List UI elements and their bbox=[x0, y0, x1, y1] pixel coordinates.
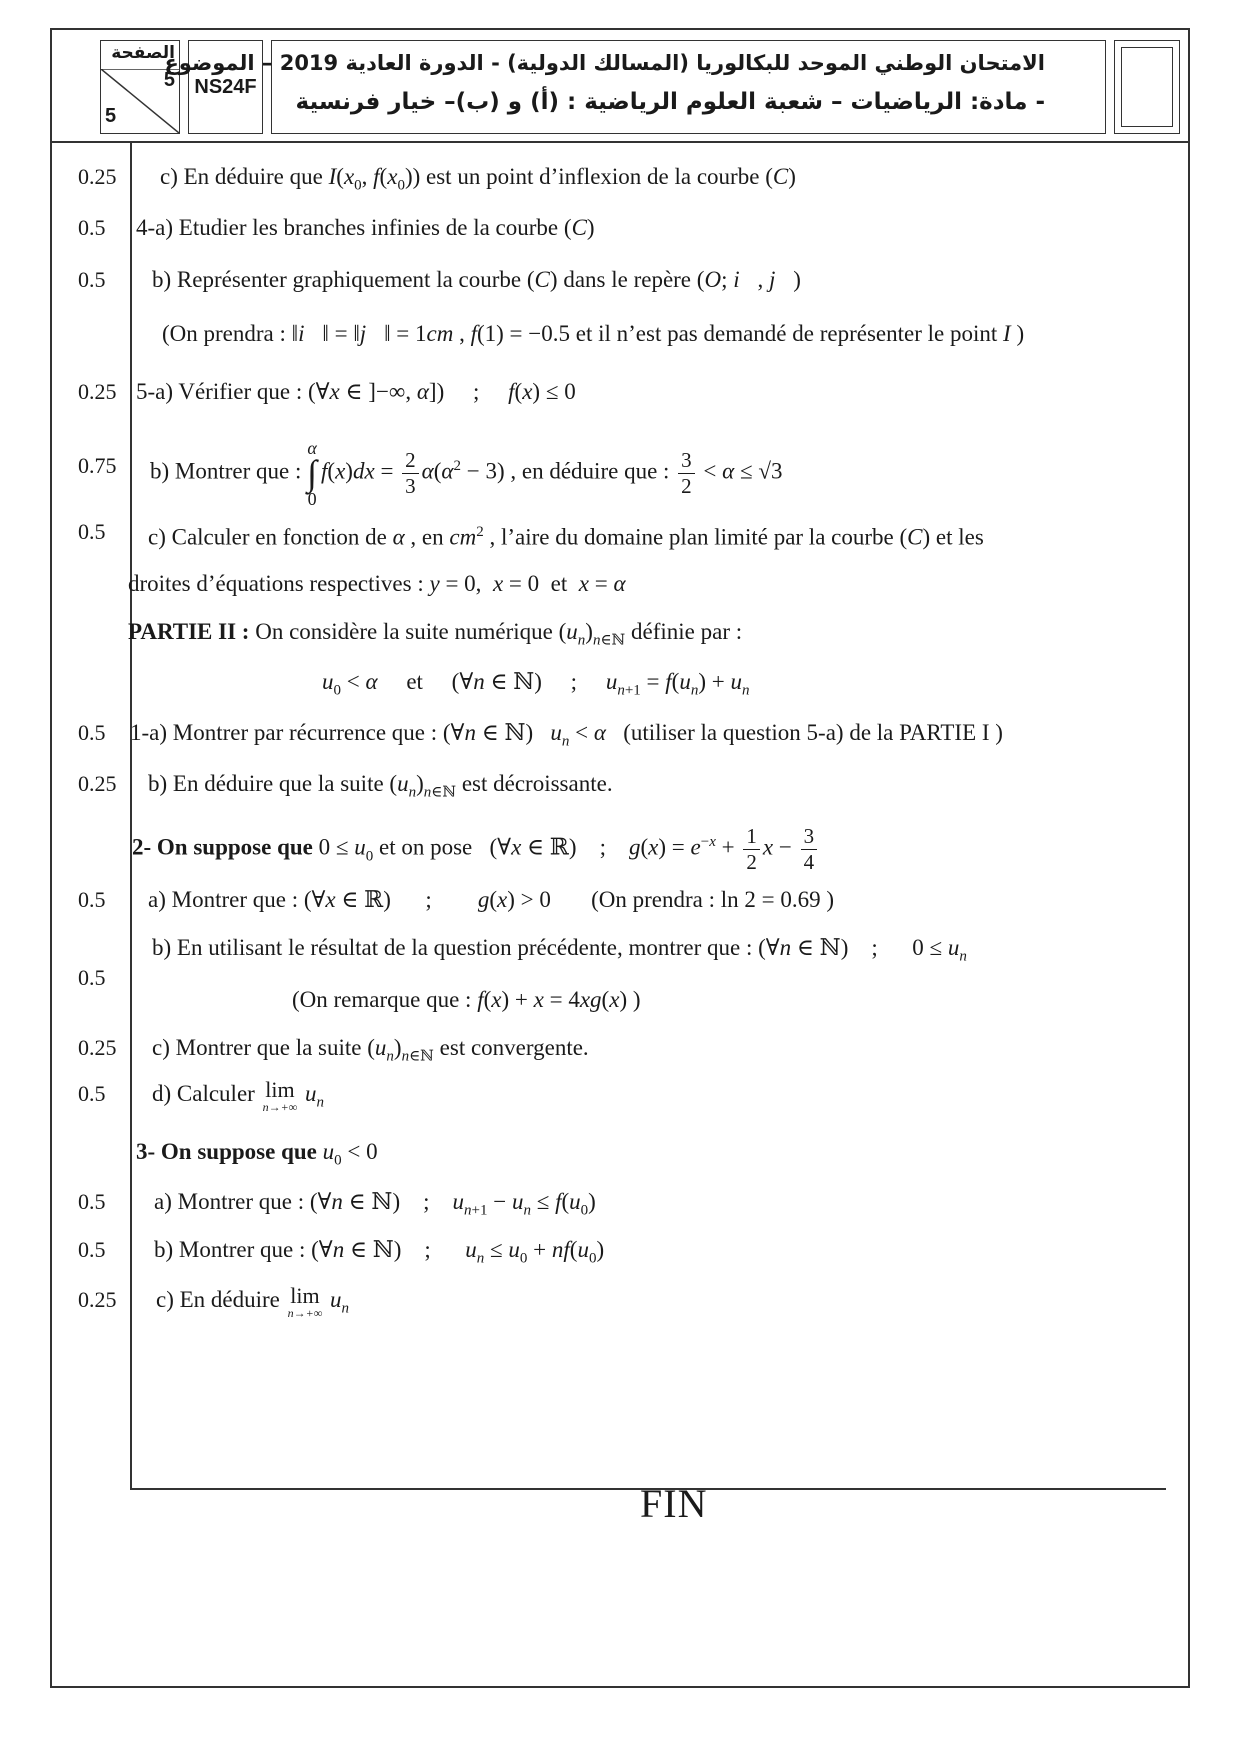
page-current: 5 bbox=[163, 69, 175, 91]
question-5a: 0.25 5-a) Vérifier que : (∀x ∈ ]−∞, α]) ; f(x) ≤ 0 bbox=[60, 370, 1180, 414]
points: 0.25 bbox=[78, 164, 117, 189]
points: 0.25 bbox=[78, 1035, 117, 1060]
question-text: (utiliser la question 5-a) de la PARTIE I ) bbox=[623, 720, 1003, 745]
question-text: et les bbox=[935, 524, 984, 550]
question-p2b-note: (On remarque que : f(x) + x = 4xg(x) ) bbox=[292, 987, 641, 1012]
sequence-definition: $u_0 < \alpha$ et (∀n ∈ ℕ) ; $u_{n+1} = f(u_n) + u_n$ bbox=[322, 669, 750, 699]
question-4a: 0.5 4-a) Etudier les branches infinies de la courbe (C) bbox=[60, 206, 1180, 250]
question-5b: 0.75 b) Montrer que : α ∫ 0 f(x)dx = $\frac{2}{3}$ $\alpha(\alpha^2 - 3)$ , en déduire que : $\frac{3}{2}$ < α ≤ √3 bbox=[60, 436, 1180, 496]
question-text: définie par : bbox=[631, 619, 743, 644]
question-text: a) Montrer que : bbox=[148, 887, 299, 912]
question-3c: 0.25 c) En déduire que $I(x_0$, $f(x_0)$) est un point d’inflexion de la courbe (C) bbox=[60, 155, 1180, 199]
section-title: 3- On suppose que bbox=[136, 1139, 317, 1164]
exam-title-line2: - مادة: الرياضيات – شعبة العلوم الرياضية : (أ) و (ب)– خيار فرنسية bbox=[295, 89, 1045, 115]
question-text: On considère la suite numérique bbox=[255, 619, 553, 644]
question-text: b) Représenter graphiquement la courbe bbox=[152, 267, 522, 292]
question-text: c) En déduire bbox=[156, 1287, 280, 1312]
points: 0.5 bbox=[78, 215, 106, 240]
points: 0.5 bbox=[78, 887, 106, 912]
page-label: الصفحة bbox=[111, 43, 175, 63]
question-5c: 0.5 c) Calculer en fonction de α , en $cm^2$ , l’aire du domaine plan limité par la courbe (C) et les bbox=[60, 510, 1180, 554]
question-text: a) Montrer que : bbox=[154, 1189, 305, 1214]
section-title: 2- On suppose que bbox=[132, 834, 313, 860]
question-text: 1-a) Montrer par récurrence que : bbox=[130, 720, 438, 745]
corner-box bbox=[1114, 40, 1180, 134]
question-text: b) En utilisant le résultat de la question précédente, montrer que : bbox=[152, 935, 753, 960]
question-5c-cont: droites d’équations respectives : y = 0, x = 0 et x = α bbox=[128, 571, 626, 596]
question-4b-note: (On prendra : ‖i⃗‖ = ‖j⃗‖ = 1cm , f(1) = −0.5 et il n’est pas demandé de représenter le point I ) bbox=[162, 321, 1025, 346]
question-4b: 0.5 b) Représenter graphiquement la courbe (C) dans le repère (O; i⃗, j⃗) bbox=[60, 258, 1180, 302]
question-text: droites d’équations respectives : bbox=[128, 571, 424, 596]
question-text: b) Montrer que : bbox=[150, 458, 302, 484]
end-marker: FIN bbox=[640, 1481, 708, 1526]
question-p2a: 0.5 a) Montrer que : (∀x ∈ ℝ) ; g(x) > 0 (On prendra : ln 2 = 0.69 ) bbox=[60, 878, 1180, 922]
question-text: b) Montrer que : bbox=[154, 1237, 306, 1262]
question-text: (On remarque que : bbox=[292, 987, 472, 1012]
points: 0.5 bbox=[78, 519, 106, 544]
points: 0.5 bbox=[78, 720, 106, 745]
page-total: 5 bbox=[105, 105, 117, 127]
question-text: 5-a) Vérifier que : bbox=[136, 379, 303, 404]
question-p2d: 0.5 d) Calculer lim n→+∞ $u_n$ bbox=[60, 1072, 1180, 1122]
question-text: est décroissante. bbox=[461, 771, 613, 796]
question-text: (On prendra : bbox=[162, 321, 286, 346]
question-p1a: 0.5 1-a) Montrer par récurrence que : (∀n ∈ ℕ) $u_n < \alpha$ (utiliser la question 5-a) de la PARTIE I ) bbox=[60, 711, 1180, 755]
question-text: c) Montrer que la suite bbox=[152, 1035, 362, 1060]
question-text: d) Calculer bbox=[152, 1081, 255, 1106]
exam-header bbox=[50, 28, 1190, 143]
question-text: et on pose bbox=[379, 834, 473, 860]
points: 0.5 bbox=[78, 965, 106, 990]
question-text: , en bbox=[410, 524, 444, 550]
question-p2c: 0.25 c) Montrer que la suite $(u_n)_{n\in ℕ}$ est convergente. bbox=[60, 1026, 1180, 1070]
question-text: est un point d’inflexion de la courbe bbox=[426, 164, 760, 189]
question-text: , en déduire que : bbox=[510, 458, 670, 484]
question-text: b) En déduire que la suite bbox=[148, 771, 384, 796]
question-p3: 3- On suppose que $u_0 < 0$ bbox=[136, 1139, 378, 1169]
subject-code: NS24F bbox=[188, 40, 263, 134]
points: 0.25 bbox=[78, 771, 117, 796]
question-text: (On prendra : bbox=[591, 887, 715, 912]
points: 0.25 bbox=[78, 379, 117, 404]
points: 0.25 bbox=[78, 1287, 117, 1312]
exam-title-line1: الامتحان الوطني الموحد للبكالوريا (المسالك الدولية) - الدورة العادية 2019 – الموضوع bbox=[164, 51, 1045, 75]
question-text: , l’aire du domaine plan limité par la courbe bbox=[489, 524, 894, 550]
question-p1b: 0.25 b) En déduire que la suite $(u_n)_{n\in ℕ}$ est décroissante. bbox=[60, 762, 1180, 806]
question-text: dans le repère bbox=[563, 267, 692, 292]
points: 0.5 bbox=[78, 1081, 106, 1106]
question-p2: 2- On suppose que $0 \le u_0$ et on pose (∀x ∈ ℝ) ; $g(x) = e^{-x}$ + $\frac{1}{2}$ x − $\frac{3}{4}$ bbox=[60, 814, 1180, 870]
points: 0.5 bbox=[78, 1237, 106, 1262]
question-p3a: 0.5 a) Montrer que : (∀n ∈ ℕ) ; $u_{n+1} - u_n \le f(u_0)$ bbox=[60, 1180, 1180, 1224]
partie-2-intro: PARTIE II : On considère la suite numérique $(u_n)_{n\in ℕ}$ définie par : bbox=[128, 619, 743, 649]
section-title: PARTIE II : bbox=[128, 619, 250, 644]
points: 0.75 bbox=[78, 453, 117, 478]
question-text: est convergente. bbox=[439, 1035, 589, 1060]
question-text: 4-a) Etudier les branches infinies de la courbe bbox=[136, 215, 559, 240]
question-text: c) En déduire que bbox=[160, 164, 323, 189]
question-p3b: 0.5 b) Montrer que : (∀n ∈ ℕ) ; $u_n \le u_0 + nf(u_0)$ bbox=[60, 1228, 1180, 1272]
points: 0.5 bbox=[78, 1189, 106, 1214]
points: 0.5 bbox=[78, 267, 106, 292]
question-text: et il n’est pas demandé de représenter le point bbox=[575, 321, 998, 346]
question-p3c: 0.25 c) En déduire lim n→+∞ $u_n$ bbox=[60, 1278, 1180, 1328]
question-text: c) Calculer en fonction de bbox=[148, 524, 387, 550]
question-p2b: b) En utilisant le résultat de la question précédente, montrer que : (∀n ∈ ℕ) ; $0 \le u_n$ bbox=[152, 935, 967, 965]
